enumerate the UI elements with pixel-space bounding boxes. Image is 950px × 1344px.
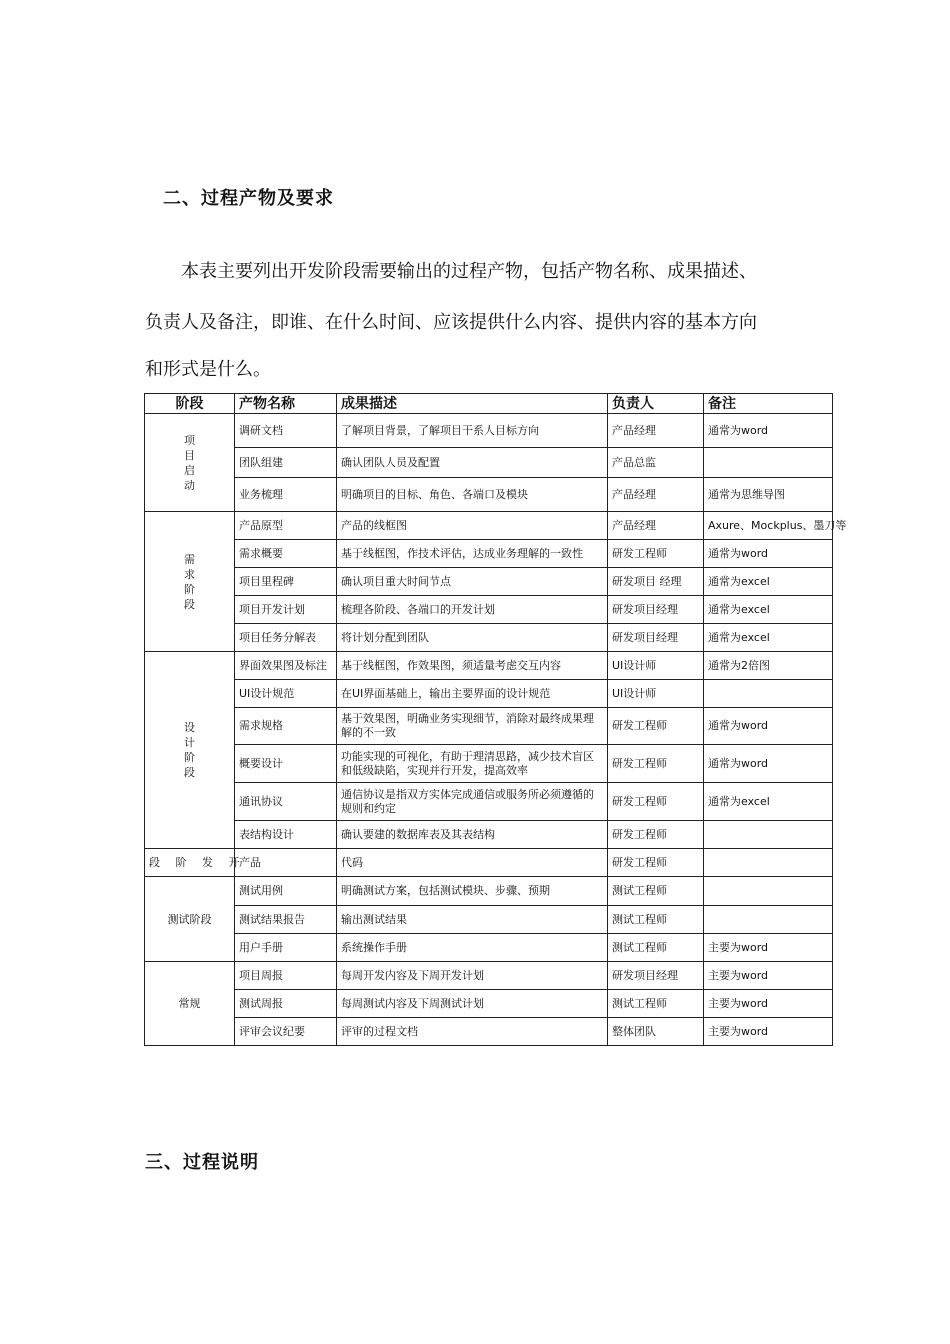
note-cell <box>704 821 833 849</box>
artifact-name-cell: 通讯协议 <box>235 783 337 821</box>
description-cell: 将计划分配到团队 <box>337 624 608 652</box>
intro-paragraph-line-3: 和形式是什么。 <box>145 359 271 380</box>
table-row <box>145 624 833 652</box>
owner-cell: 研发项目 经理 <box>608 568 704 596</box>
stage-cell <box>145 652 235 849</box>
table-row <box>145 821 833 849</box>
table-row <box>145 877 833 906</box>
artifact-name-cell: UI设计规范 <box>235 680 337 708</box>
artifact-name-cell: 表结构设计 <box>235 821 337 849</box>
stage-label: 段 阶 发 开 <box>149 856 246 869</box>
note-cell <box>704 448 833 478</box>
table-row <box>145 680 833 708</box>
table-row <box>145 745 833 783</box>
note-cell: 通常为word <box>704 745 833 783</box>
artifact-name-cell: 项目开发计划 <box>235 596 337 624</box>
owner-cell: 整体团队 <box>608 1018 704 1046</box>
artifact-name-cell: 需求概要 <box>235 540 337 568</box>
owner-cell: UI设计师 <box>608 680 704 708</box>
artifact-name-cell: 概要设计 <box>235 745 337 783</box>
table-row <box>145 783 833 821</box>
section-2-title: 二、过程产物及要求 <box>163 188 334 209</box>
note-cell: 通常为word <box>704 708 833 745</box>
table-row <box>145 478 833 512</box>
note-cell <box>704 849 833 877</box>
description-cell: 每周开发内容及下周开发计划 <box>337 962 608 990</box>
artifact-name-cell: 项目周报 <box>235 962 337 990</box>
description-cell: 通信协议是指双方实体完成通信或服务所必须遵循的规则和约定 <box>337 783 608 821</box>
note-cell: 通常为excel <box>704 568 833 596</box>
stage-label: 需求阶段 <box>184 552 195 611</box>
note-cell: 通常为word <box>704 414 833 448</box>
description-cell: 每周测试内容及下周测试计划 <box>337 990 608 1018</box>
stage-cell <box>145 962 235 1046</box>
owner-cell: 研发项目经理 <box>608 962 704 990</box>
note-cell: 通常为2倍图 <box>704 652 833 680</box>
note-cell <box>704 877 833 906</box>
header-note: 备注 <box>704 394 833 414</box>
description-cell: 基于线框图，作效果图，须适量考虑交互内容 <box>337 652 608 680</box>
owner-cell: 研发工程师 <box>608 540 704 568</box>
table-row <box>145 708 833 745</box>
header-description: 成果描述 <box>337 394 608 414</box>
owner-cell: 研发工程师 <box>608 708 704 745</box>
owner-cell: UI设计师 <box>608 652 704 680</box>
owner-cell: 研发工程师 <box>608 821 704 849</box>
header-artifact-name: 产物名称 <box>235 394 337 414</box>
artifact-name-cell: 测试用例 <box>235 877 337 906</box>
artifact-name-cell: 调研文档 <box>235 414 337 448</box>
note-cell: 通常为excel <box>704 624 833 652</box>
description-cell: 输出测试结果 <box>337 906 608 934</box>
artifacts-table <box>144 393 847 1046</box>
artifact-name-cell: 业务梳理 <box>235 478 337 512</box>
intro-paragraph-line-1: 本表主要列出开发阶段需要输出的过程产物，包括产物名称、成果描述、 <box>181 261 757 282</box>
artifact-name-cell: 产品原型 <box>235 512 337 540</box>
note-cell: 主要为word <box>704 1018 833 1046</box>
stage-label: 项目启动 <box>184 433 195 492</box>
stage-cell <box>145 512 235 652</box>
artifact-name-cell: 产品 <box>235 849 337 877</box>
table-row <box>145 448 833 478</box>
note-cell: 通常为excel <box>704 783 833 821</box>
table-row <box>145 596 833 624</box>
table-header-row <box>145 394 833 414</box>
owner-cell: 测试工程师 <box>608 877 704 906</box>
description-cell: 确认要建的数据库表及其表结构 <box>337 821 608 849</box>
note-cell: 通常为思维导图 <box>704 478 833 512</box>
description-cell: 功能实现的可视化，有助于理清思路，减少技术盲区和低级缺陷，实现并行开发，提高效率 <box>337 745 608 783</box>
stage-label: 测试阶段 <box>167 912 212 926</box>
artifact-name-cell: 用户手册 <box>235 934 337 962</box>
section-3-title: 三、过程说明 <box>145 1152 259 1173</box>
description-cell: 代码 <box>337 849 608 877</box>
table-row <box>145 1018 833 1046</box>
table-row <box>145 568 833 596</box>
artifact-name-cell: 项目任务分解表 <box>235 624 337 652</box>
owner-cell: 研发项目经理 <box>608 596 704 624</box>
owner-cell: 研发工程师 <box>608 745 704 783</box>
note-cell: 通常为excel <box>704 596 833 624</box>
description-cell: 确认项目重大时间节点 <box>337 568 608 596</box>
stage-label: 常规 <box>178 997 201 1010</box>
table-row <box>145 512 833 540</box>
description-cell: 在UI界面基础上，输出主要界面的设计规范 <box>337 680 608 708</box>
description-cell: 基于线框图，作技术评估，达成业务理解的一致性 <box>337 540 608 568</box>
table-row <box>145 962 833 990</box>
description-cell: 明确项目的目标、角色、各端口及模块 <box>337 478 608 512</box>
note-cell <box>704 680 833 708</box>
header-stage: 阶段 <box>145 394 235 414</box>
table-row <box>145 652 833 680</box>
note-cell: Axure、Mockplus、墨刀等 <box>704 512 833 540</box>
note-cell: 主要为word <box>704 962 833 990</box>
artifact-name-cell: 团队组建 <box>235 448 337 478</box>
artifact-name-cell: 项目里程碑 <box>235 568 337 596</box>
owner-cell: 测试工程师 <box>608 906 704 934</box>
owner-cell: 研发工程师 <box>608 783 704 821</box>
description-cell: 基于效果图，明确业务实现细节，消除对最终成果理解的不一致 <box>337 708 608 745</box>
artifact-name-cell: 需求规格 <box>235 708 337 745</box>
artifact-name-cell: 评审会议纪要 <box>235 1018 337 1046</box>
description-cell: 评审的过程文档 <box>337 1018 608 1046</box>
stage-cell <box>145 414 235 512</box>
stage-cell <box>145 849 246 877</box>
owner-cell: 产品总监 <box>608 448 704 478</box>
note-cell <box>704 906 833 934</box>
note-cell: 主要为word <box>704 934 833 962</box>
table-row <box>145 849 833 877</box>
intro-paragraph-line-2: 负责人及备注，即谁、在什么时间、应该提供什么内容、提供内容的基本方向 <box>145 312 757 333</box>
owner-cell: 研发工程师 <box>608 849 704 877</box>
table-row <box>145 414 833 448</box>
header-owner: 负责人 <box>608 394 704 414</box>
description-cell: 确认团队人员及配置 <box>337 448 608 478</box>
owner-cell: 测试工程师 <box>608 990 704 1018</box>
artifact-name-cell: 界面效果图及标注 <box>235 652 337 680</box>
table-row <box>145 906 833 934</box>
description-cell: 产品的线框图 <box>337 512 608 540</box>
owner-cell: 研发项目经理 <box>608 624 704 652</box>
note-cell: 主要为word <box>704 990 833 1018</box>
note-cell: 通常为word <box>704 540 833 568</box>
table-row <box>145 934 833 962</box>
description-cell: 梳理各阶段、各端口的开发计划 <box>337 596 608 624</box>
stage-cell <box>145 877 235 962</box>
stage-label: 设计阶段 <box>184 721 195 779</box>
table-row <box>145 540 833 568</box>
owner-cell: 产品经理 <box>608 414 704 448</box>
table-row <box>145 990 833 1018</box>
description-cell: 明确测试方案，包括测试模块、步骤、预期 <box>337 877 608 906</box>
artifact-name-cell: 测试周报 <box>235 990 337 1018</box>
owner-cell: 测试工程师 <box>608 934 704 962</box>
description-cell: 系统操作手册 <box>337 934 608 962</box>
description-cell: 了解项目背景，了解项目干系人目标方向 <box>337 414 608 448</box>
artifact-name-cell: 测试结果报告 <box>235 906 337 934</box>
owner-cell: 产品经理 <box>608 512 704 540</box>
owner-cell: 产品经理 <box>608 478 704 512</box>
